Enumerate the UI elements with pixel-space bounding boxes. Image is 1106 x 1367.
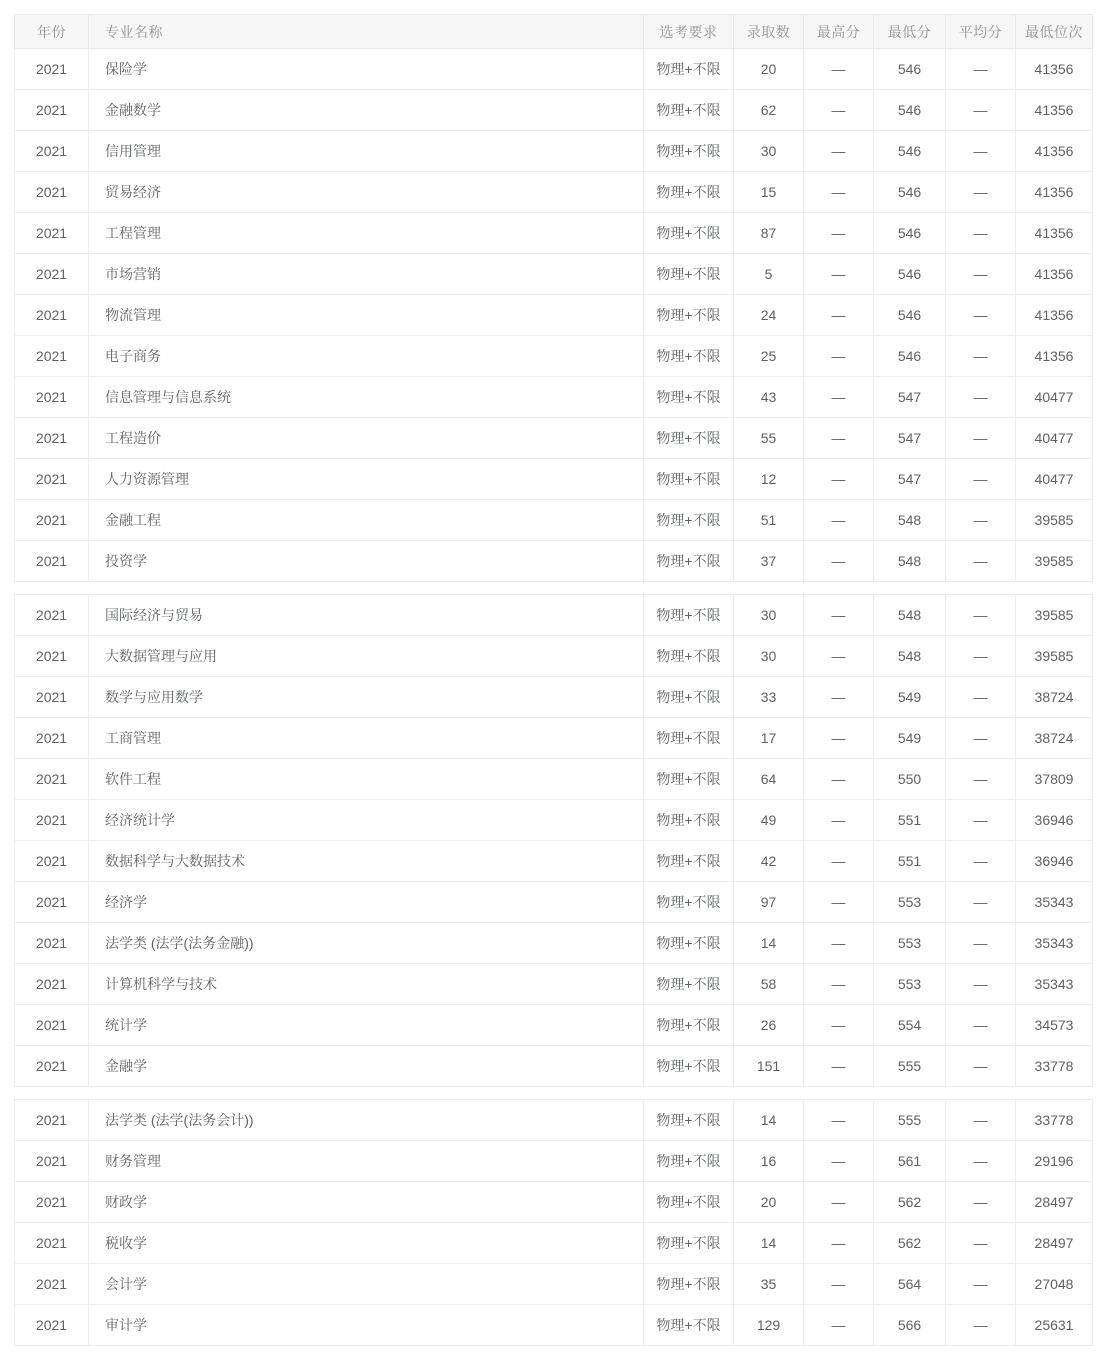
cell-req: 物理+不限 bbox=[644, 1100, 734, 1141]
cell-major: 法学类 (法学(法务会计)) bbox=[89, 1100, 644, 1141]
cell-admitted: 129 bbox=[734, 1305, 804, 1346]
cell-max: — bbox=[804, 172, 874, 213]
table-row bbox=[15, 1182, 1093, 1223]
cell-major: 国际经济与贸易 bbox=[89, 595, 644, 636]
cell-avg: — bbox=[946, 213, 1016, 254]
cell-major: 数学与应用数学 bbox=[89, 677, 644, 718]
cell-max: — bbox=[804, 377, 874, 418]
cell-req: 物理+不限 bbox=[644, 964, 734, 1005]
cell-major: 电子商务 bbox=[89, 336, 644, 377]
cell-admitted: 64 bbox=[734, 759, 804, 800]
column-header-admitted: 录取数 bbox=[734, 15, 804, 49]
cell-year: 2021 bbox=[15, 459, 89, 500]
cell-year: 2021 bbox=[15, 1141, 89, 1182]
cell-min: 546 bbox=[874, 254, 946, 295]
cell-max: — bbox=[804, 636, 874, 677]
cell-min: 548 bbox=[874, 500, 946, 541]
cell-min: 549 bbox=[874, 718, 946, 759]
cell-year: 2021 bbox=[15, 800, 89, 841]
cell-avg: — bbox=[946, 418, 1016, 459]
table-row bbox=[15, 541, 1093, 582]
cell-year: 2021 bbox=[15, 541, 89, 582]
cell-year: 2021 bbox=[15, 677, 89, 718]
cell-admitted: 55 bbox=[734, 418, 804, 459]
cell-max: — bbox=[804, 841, 874, 882]
cell-year: 2021 bbox=[15, 964, 89, 1005]
cell-req: 物理+不限 bbox=[644, 459, 734, 500]
cell-major: 经济统计学 bbox=[89, 800, 644, 841]
cell-rank: 36946 bbox=[1016, 841, 1093, 882]
cell-min: 546 bbox=[874, 90, 946, 131]
cell-major: 投资学 bbox=[89, 541, 644, 582]
cell-year: 2021 bbox=[15, 49, 89, 90]
cell-max: — bbox=[804, 500, 874, 541]
cell-rank: 39585 bbox=[1016, 595, 1093, 636]
table-row bbox=[15, 882, 1093, 923]
cell-avg: — bbox=[946, 636, 1016, 677]
cell-min: 562 bbox=[874, 1223, 946, 1264]
cell-avg: — bbox=[946, 718, 1016, 759]
cell-year: 2021 bbox=[15, 90, 89, 131]
cell-admitted: 12 bbox=[734, 459, 804, 500]
cell-major: 数据科学与大数据技术 bbox=[89, 841, 644, 882]
column-header-year: 年份 bbox=[15, 15, 89, 49]
cell-avg: — bbox=[946, 254, 1016, 295]
cell-avg: — bbox=[946, 172, 1016, 213]
cell-max: — bbox=[804, 336, 874, 377]
table-row bbox=[15, 1141, 1093, 1182]
cell-rank: 41356 bbox=[1016, 254, 1093, 295]
cell-major: 审计学 bbox=[89, 1305, 644, 1346]
cell-rank: 39585 bbox=[1016, 500, 1093, 541]
cell-admitted: 37 bbox=[734, 541, 804, 582]
cell-major: 物流管理 bbox=[89, 295, 644, 336]
table-row bbox=[15, 636, 1093, 677]
cell-admitted: 30 bbox=[734, 131, 804, 172]
cell-year: 2021 bbox=[15, 841, 89, 882]
cell-major: 金融数学 bbox=[89, 90, 644, 131]
cell-admitted: 20 bbox=[734, 1182, 804, 1223]
cell-admitted: 15 bbox=[734, 172, 804, 213]
cell-avg: — bbox=[946, 336, 1016, 377]
cell-rank: 35343 bbox=[1016, 882, 1093, 923]
table-row bbox=[15, 418, 1093, 459]
cell-min: 549 bbox=[874, 677, 946, 718]
cell-max: — bbox=[804, 800, 874, 841]
cell-admitted: 49 bbox=[734, 800, 804, 841]
cell-avg: — bbox=[946, 595, 1016, 636]
cell-major: 工程管理 bbox=[89, 213, 644, 254]
cell-year: 2021 bbox=[15, 923, 89, 964]
cell-rank: 38724 bbox=[1016, 718, 1093, 759]
cell-admitted: 24 bbox=[734, 295, 804, 336]
table-row bbox=[15, 677, 1093, 718]
cell-req: 物理+不限 bbox=[644, 418, 734, 459]
cell-admitted: 16 bbox=[734, 1141, 804, 1182]
cell-min: 555 bbox=[874, 1046, 946, 1087]
cell-max: — bbox=[804, 718, 874, 759]
cell-min: 546 bbox=[874, 131, 946, 172]
cell-min: 546 bbox=[874, 172, 946, 213]
cell-max: — bbox=[804, 213, 874, 254]
cell-req: 物理+不限 bbox=[644, 636, 734, 677]
cell-major: 税收学 bbox=[89, 1223, 644, 1264]
cell-admitted: 87 bbox=[734, 213, 804, 254]
cell-avg: — bbox=[946, 1182, 1016, 1223]
cell-rank: 41356 bbox=[1016, 131, 1093, 172]
table-row bbox=[15, 336, 1093, 377]
cell-avg: — bbox=[946, 964, 1016, 1005]
cell-req: 物理+不限 bbox=[644, 759, 734, 800]
cell-major: 经济学 bbox=[89, 882, 644, 923]
cell-admitted: 30 bbox=[734, 636, 804, 677]
cell-major: 信用管理 bbox=[89, 131, 644, 172]
cell-major: 工程造价 bbox=[89, 418, 644, 459]
column-header-avg: 平均分 bbox=[946, 15, 1016, 49]
cell-avg: — bbox=[946, 459, 1016, 500]
cell-max: — bbox=[804, 49, 874, 90]
cell-max: — bbox=[804, 1305, 874, 1346]
cell-admitted: 51 bbox=[734, 500, 804, 541]
cell-year: 2021 bbox=[15, 1264, 89, 1305]
cell-req: 物理+不限 bbox=[644, 1182, 734, 1223]
cell-avg: — bbox=[946, 841, 1016, 882]
table-row bbox=[15, 172, 1093, 213]
cell-rank: 40477 bbox=[1016, 459, 1093, 500]
cell-req: 物理+不限 bbox=[644, 377, 734, 418]
table-row bbox=[15, 1305, 1093, 1346]
cell-rank: 27048 bbox=[1016, 1264, 1093, 1305]
table-row bbox=[15, 1046, 1093, 1087]
cell-avg: — bbox=[946, 541, 1016, 582]
cell-max: — bbox=[804, 1264, 874, 1305]
cell-req: 物理+不限 bbox=[644, 131, 734, 172]
cell-year: 2021 bbox=[15, 759, 89, 800]
table-row bbox=[15, 459, 1093, 500]
cell-admitted: 97 bbox=[734, 882, 804, 923]
table-row bbox=[15, 213, 1093, 254]
cell-max: — bbox=[804, 254, 874, 295]
cell-avg: — bbox=[946, 1141, 1016, 1182]
cell-avg: — bbox=[946, 677, 1016, 718]
cell-major: 会计学 bbox=[89, 1264, 644, 1305]
table-row bbox=[15, 1264, 1093, 1305]
cell-avg: — bbox=[946, 1223, 1016, 1264]
cell-admitted: 42 bbox=[734, 841, 804, 882]
cell-req: 物理+不限 bbox=[644, 677, 734, 718]
cell-min: 551 bbox=[874, 841, 946, 882]
cell-min: 548 bbox=[874, 541, 946, 582]
cell-avg: — bbox=[946, 1264, 1016, 1305]
cell-req: 物理+不限 bbox=[644, 1264, 734, 1305]
cell-max: — bbox=[804, 964, 874, 1005]
cell-avg: — bbox=[946, 1100, 1016, 1141]
cell-min: 553 bbox=[874, 882, 946, 923]
cell-admitted: 62 bbox=[734, 90, 804, 131]
cell-req: 物理+不限 bbox=[644, 172, 734, 213]
cell-min: 548 bbox=[874, 595, 946, 636]
table-row bbox=[15, 254, 1093, 295]
column-header-rank: 最低位次 bbox=[1016, 15, 1093, 49]
cell-min: 547 bbox=[874, 377, 946, 418]
cell-year: 2021 bbox=[15, 1182, 89, 1223]
cell-admitted: 33 bbox=[734, 677, 804, 718]
cell-min: 547 bbox=[874, 459, 946, 500]
cell-min: 547 bbox=[874, 418, 946, 459]
cell-admitted: 20 bbox=[734, 49, 804, 90]
table-row bbox=[15, 841, 1093, 882]
cell-rank: 33778 bbox=[1016, 1100, 1093, 1141]
cell-avg: — bbox=[946, 49, 1016, 90]
cell-admitted: 26 bbox=[734, 1005, 804, 1046]
cell-major: 人力资源管理 bbox=[89, 459, 644, 500]
cell-admitted: 14 bbox=[734, 1223, 804, 1264]
cell-rank: 41356 bbox=[1016, 213, 1093, 254]
cell-max: — bbox=[804, 1046, 874, 1087]
table-row bbox=[15, 377, 1093, 418]
cell-avg: — bbox=[946, 377, 1016, 418]
cell-rank: 39585 bbox=[1016, 541, 1093, 582]
cell-req: 物理+不限 bbox=[644, 595, 734, 636]
cell-max: — bbox=[804, 295, 874, 336]
cell-req: 物理+不限 bbox=[644, 90, 734, 131]
cell-max: — bbox=[804, 1182, 874, 1223]
cell-major: 财务管理 bbox=[89, 1141, 644, 1182]
table-row bbox=[15, 90, 1093, 131]
cell-major: 保险学 bbox=[89, 49, 644, 90]
cell-year: 2021 bbox=[15, 1046, 89, 1087]
cell-admitted: 17 bbox=[734, 718, 804, 759]
cell-min: 546 bbox=[874, 295, 946, 336]
cell-min: 553 bbox=[874, 964, 946, 1005]
cell-rank: 38724 bbox=[1016, 677, 1093, 718]
cell-year: 2021 bbox=[15, 377, 89, 418]
cell-req: 物理+不限 bbox=[644, 254, 734, 295]
section-gap bbox=[14, 1087, 1092, 1099]
cell-min: 555 bbox=[874, 1100, 946, 1141]
cell-major: 统计学 bbox=[89, 1005, 644, 1046]
cell-year: 2021 bbox=[15, 1005, 89, 1046]
cell-year: 2021 bbox=[15, 882, 89, 923]
cell-max: — bbox=[804, 1100, 874, 1141]
table-row bbox=[15, 49, 1093, 90]
cell-max: — bbox=[804, 1141, 874, 1182]
column-header-major: 专业名称 bbox=[89, 15, 644, 49]
cell-min: 550 bbox=[874, 759, 946, 800]
cell-req: 物理+不限 bbox=[644, 882, 734, 923]
table-row bbox=[15, 718, 1093, 759]
cell-rank: 41356 bbox=[1016, 49, 1093, 90]
cell-req: 物理+不限 bbox=[644, 1223, 734, 1264]
cell-major: 金融工程 bbox=[89, 500, 644, 541]
cell-major: 信息管理与信息系统 bbox=[89, 377, 644, 418]
cell-min: 546 bbox=[874, 213, 946, 254]
cell-rank: 28497 bbox=[1016, 1223, 1093, 1264]
cell-avg: — bbox=[946, 882, 1016, 923]
cell-rank: 40477 bbox=[1016, 418, 1093, 459]
cell-major: 财政学 bbox=[89, 1182, 644, 1223]
cell-max: — bbox=[804, 595, 874, 636]
cell-req: 物理+不限 bbox=[644, 841, 734, 882]
table-row bbox=[15, 800, 1093, 841]
cell-avg: — bbox=[946, 500, 1016, 541]
cell-avg: — bbox=[946, 90, 1016, 131]
table-row bbox=[15, 595, 1093, 636]
section-gap bbox=[14, 582, 1092, 594]
cell-max: — bbox=[804, 541, 874, 582]
cell-max: — bbox=[804, 131, 874, 172]
cell-rank: 34573 bbox=[1016, 1005, 1093, 1046]
table-row bbox=[15, 1100, 1093, 1141]
cell-admitted: 151 bbox=[734, 1046, 804, 1087]
header-row bbox=[15, 15, 1093, 49]
cell-max: — bbox=[804, 1223, 874, 1264]
cell-req: 物理+不限 bbox=[644, 1305, 734, 1346]
column-header-max: 最高分 bbox=[804, 15, 874, 49]
cell-admitted: 5 bbox=[734, 254, 804, 295]
table-section-3 bbox=[14, 1099, 1093, 1346]
cell-avg: — bbox=[946, 295, 1016, 336]
cell-min: 566 bbox=[874, 1305, 946, 1346]
cell-year: 2021 bbox=[15, 295, 89, 336]
cell-req: 物理+不限 bbox=[644, 800, 734, 841]
cell-year: 2021 bbox=[15, 336, 89, 377]
cell-rank: 41356 bbox=[1016, 295, 1093, 336]
cell-max: — bbox=[804, 1005, 874, 1046]
cell-max: — bbox=[804, 882, 874, 923]
cell-req: 物理+不限 bbox=[644, 213, 734, 254]
cell-rank: 36946 bbox=[1016, 800, 1093, 841]
cell-admitted: 30 bbox=[734, 595, 804, 636]
cell-year: 2021 bbox=[15, 595, 89, 636]
cell-req: 物理+不限 bbox=[644, 1141, 734, 1182]
cell-admitted: 14 bbox=[734, 923, 804, 964]
cell-min: 546 bbox=[874, 49, 946, 90]
cell-year: 2021 bbox=[15, 636, 89, 677]
cell-max: — bbox=[804, 759, 874, 800]
cell-year: 2021 bbox=[15, 172, 89, 213]
cell-rank: 37809 bbox=[1016, 759, 1093, 800]
cell-req: 物理+不限 bbox=[644, 1046, 734, 1087]
cell-year: 2021 bbox=[15, 1305, 89, 1346]
cell-min: 561 bbox=[874, 1141, 946, 1182]
cell-avg: — bbox=[946, 131, 1016, 172]
cell-year: 2021 bbox=[15, 131, 89, 172]
cell-year: 2021 bbox=[15, 1100, 89, 1141]
cell-rank: 41356 bbox=[1016, 336, 1093, 377]
cell-avg: — bbox=[946, 800, 1016, 841]
table-section-2 bbox=[14, 594, 1093, 1087]
cell-rank: 35343 bbox=[1016, 964, 1093, 1005]
cell-min: 564 bbox=[874, 1264, 946, 1305]
table-row bbox=[15, 500, 1093, 541]
column-header-req: 选考要求 bbox=[644, 15, 734, 49]
cell-admitted: 43 bbox=[734, 377, 804, 418]
cell-avg: — bbox=[946, 923, 1016, 964]
cell-major: 市场营销 bbox=[89, 254, 644, 295]
cell-req: 物理+不限 bbox=[644, 336, 734, 377]
cell-req: 物理+不限 bbox=[644, 923, 734, 964]
cell-admitted: 14 bbox=[734, 1100, 804, 1141]
cell-req: 物理+不限 bbox=[644, 49, 734, 90]
cell-max: — bbox=[804, 677, 874, 718]
cell-min: 551 bbox=[874, 800, 946, 841]
table-row bbox=[15, 131, 1093, 172]
cell-year: 2021 bbox=[15, 254, 89, 295]
cell-req: 物理+不限 bbox=[644, 718, 734, 759]
cell-rank: 33778 bbox=[1016, 1046, 1093, 1087]
column-header-min: 最低分 bbox=[874, 15, 946, 49]
cell-rank: 25631 bbox=[1016, 1305, 1093, 1346]
cell-admitted: 35 bbox=[734, 1264, 804, 1305]
cell-min: 548 bbox=[874, 636, 946, 677]
cell-year: 2021 bbox=[15, 500, 89, 541]
cell-rank: 41356 bbox=[1016, 90, 1093, 131]
cell-req: 物理+不限 bbox=[644, 500, 734, 541]
cell-min: 546 bbox=[874, 336, 946, 377]
cell-rank: 35343 bbox=[1016, 923, 1093, 964]
cell-max: — bbox=[804, 923, 874, 964]
cell-min: 553 bbox=[874, 923, 946, 964]
cell-min: 562 bbox=[874, 1182, 946, 1223]
cell-year: 2021 bbox=[15, 718, 89, 759]
cell-avg: — bbox=[946, 1305, 1016, 1346]
cell-rank: 40477 bbox=[1016, 377, 1093, 418]
cell-major: 贸易经济 bbox=[89, 172, 644, 213]
cell-avg: — bbox=[946, 759, 1016, 800]
cell-year: 2021 bbox=[15, 1223, 89, 1264]
cell-year: 2021 bbox=[15, 213, 89, 254]
cell-max: — bbox=[804, 418, 874, 459]
table-row bbox=[15, 964, 1093, 1005]
table-row bbox=[15, 1005, 1093, 1046]
cell-rank: 29196 bbox=[1016, 1141, 1093, 1182]
cell-avg: — bbox=[946, 1046, 1016, 1087]
cell-req: 物理+不限 bbox=[644, 295, 734, 336]
cell-major: 大数据管理与应用 bbox=[89, 636, 644, 677]
admission-scores-table bbox=[14, 14, 1092, 1346]
cell-admitted: 58 bbox=[734, 964, 804, 1005]
cell-major: 计算机科学与技术 bbox=[89, 964, 644, 1005]
table-row bbox=[15, 759, 1093, 800]
cell-year: 2021 bbox=[15, 418, 89, 459]
cell-max: — bbox=[804, 459, 874, 500]
cell-major: 金融学 bbox=[89, 1046, 644, 1087]
cell-major: 工商管理 bbox=[89, 718, 644, 759]
cell-avg: — bbox=[946, 1005, 1016, 1046]
cell-min: 554 bbox=[874, 1005, 946, 1046]
table-row bbox=[15, 1223, 1093, 1264]
cell-admitted: 25 bbox=[734, 336, 804, 377]
cell-rank: 28497 bbox=[1016, 1182, 1093, 1223]
cell-rank: 41356 bbox=[1016, 172, 1093, 213]
cell-max: — bbox=[804, 90, 874, 131]
cell-req: 物理+不限 bbox=[644, 1005, 734, 1046]
cell-major: 法学类 (法学(法务金融)) bbox=[89, 923, 644, 964]
table-section-1 bbox=[14, 14, 1093, 582]
table-row bbox=[15, 923, 1093, 964]
cell-rank: 39585 bbox=[1016, 636, 1093, 677]
cell-major: 软件工程 bbox=[89, 759, 644, 800]
cell-req: 物理+不限 bbox=[644, 541, 734, 582]
table-row bbox=[15, 295, 1093, 336]
